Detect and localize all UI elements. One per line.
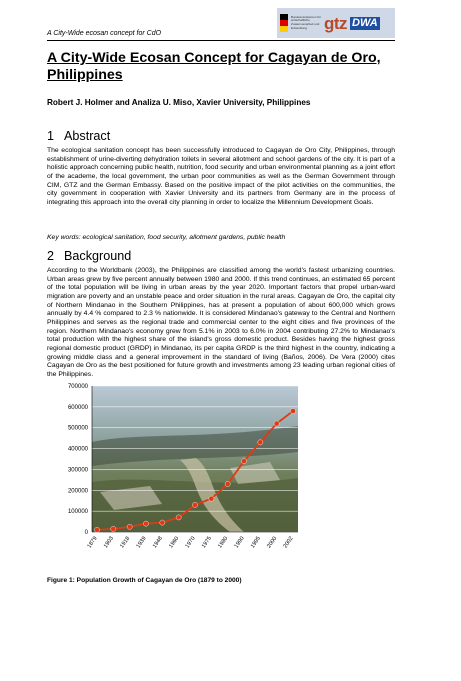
data-point [258, 440, 263, 445]
y-tick-label: 300000 [67, 467, 88, 474]
x-tick-label: 1960 [168, 535, 181, 550]
keywords: Key words: ecological sanitation, food security, allotment gardens, public health [47, 234, 286, 241]
y-tick-label: 100000 [67, 509, 88, 516]
data-point [241, 458, 246, 463]
x-tick-label: 1990 [233, 535, 246, 550]
abstract-paragraph: The ecological sanitation concept has been successfully introduced to Cagayan de Oro City, Philippines, through establishment of urine-diverting dehydration toilets in several allotment and school gardens of the city. It is part of a holistic approach concerning public health, nutrition, food security and urban environmental planning as a joint effort of the academe, the local government, the urban poor communities as well as the German Government through CIM, GTZ and the German Embassy. Based on the positive impact of the pilot activities on the communities, the city government in cooperation with Xavier University and its partners from Germany are in the process of integrating this approach into the overall city planning in order to localize the Millennium Development Goals. [47, 147, 395, 206]
y-tick-label: 0 [84, 530, 88, 536]
section-heading-background [47, 249, 131, 263]
aerial-photo-background [92, 386, 298, 532]
data-point [160, 520, 165, 525]
x-tick-label: 1975 [200, 535, 213, 550]
chart-svg [30, 382, 310, 572]
data-point [94, 527, 99, 532]
x-tick-label: 2002 [282, 535, 295, 550]
x-axis-ticks [87, 536, 295, 550]
x-tick-label: 2000 [266, 535, 279, 550]
x-tick-label: 1939 [135, 535, 148, 550]
x-tick-label: 1980 [217, 535, 230, 550]
data-point [111, 526, 116, 531]
figure-caption: Figure 1: Population Growth of Cagayan de Oro (1879 to 2000) [47, 577, 242, 584]
x-tick-label: 1903 [102, 535, 115, 550]
population-chart [30, 382, 310, 572]
author-line: Robert J. Holmer and Analiza U. Miso, Xavier University, Philippines [47, 98, 311, 107]
data-point [225, 481, 230, 486]
x-tick-label: 1970 [184, 535, 197, 550]
data-point [143, 521, 148, 526]
section-title: Abstract [64, 129, 111, 143]
paper-title: A City-Wide Ecosan Concept for Cagayan de Oro, Philippines [47, 50, 381, 83]
data-point [290, 408, 295, 413]
data-point [209, 496, 214, 501]
y-tick-label: 700000 [67, 384, 88, 390]
section-number: 2 [47, 249, 55, 263]
y-tick-label: 500000 [67, 425, 88, 432]
x-tick-label: 1948 [151, 535, 164, 550]
section-heading-abstract [47, 129, 110, 143]
gtz-logo: gtz [324, 13, 348, 33]
data-point [176, 515, 181, 520]
section-number: 1 [47, 129, 55, 143]
background-paragraph: According to the Worldbank (2003), the Philippines are classified among the world's fastest urbanizing countries. Urban areas grew by five percent annually between 1980 and 2000. If this trend continues, an estimated 65 percent of the total population will be living in urban areas by the year 2020. Important factors that propel urban-ward migration are poverty and an unstable peace and order situation in the rural areas. Cagayan de Oro, the capital city of Northern Mindanao in the Southern Philippines, has at present a population of about 600,000 which grows annually by 4.4 % compared to 2.3 % nationwide. It is considered Mindanao's gateway to the Central and Northern Philippines and serves as the regional trade and commercial center to the eight cities and five provinces of the region. Northern Mindanao's economy grew from 5.1% in 2003 to 6.0% in 2004 contributing 27.2% to Mindanao's total production with the highest share of the island's gross domestic product. Besides having the highest gross regional domestic product (GRDP) in Mindanao, its per capita GRDP is the third highest in the country, indicating a growing middle class and a general improvement in the standard of living (Baños, 2006). De Vera (2000) cites Cagayan de Oro as the best positioned for future growth and investments among 23 leading urban regional cities of the Philippines. [47, 267, 395, 378]
y-tick-label: 200000 [67, 488, 88, 495]
data-point [274, 421, 279, 426]
y-tick-label: 600000 [67, 404, 88, 411]
x-tick-label: 1879 [86, 535, 99, 550]
x-tick-label: 1995 [249, 535, 262, 550]
running-header: A City-Wide ecosan concept for CdO [47, 30, 162, 37]
section-title: Background [64, 249, 132, 263]
x-tick-label: 1918 [119, 535, 132, 550]
dwa-logo: DWA [352, 16, 378, 29]
partner-logos [277, 8, 395, 38]
german-flag-emblem [280, 14, 288, 32]
data-point [192, 502, 197, 507]
y-tick-label: 400000 [67, 446, 88, 453]
bmz-logo-text: Bundesministerium für wirtschaftliche Zusammenarbeit und Entwicklung [291, 14, 321, 30]
data-point [127, 524, 132, 529]
header-rule [47, 40, 395, 41]
y-axis-ticks [68, 384, 89, 536]
